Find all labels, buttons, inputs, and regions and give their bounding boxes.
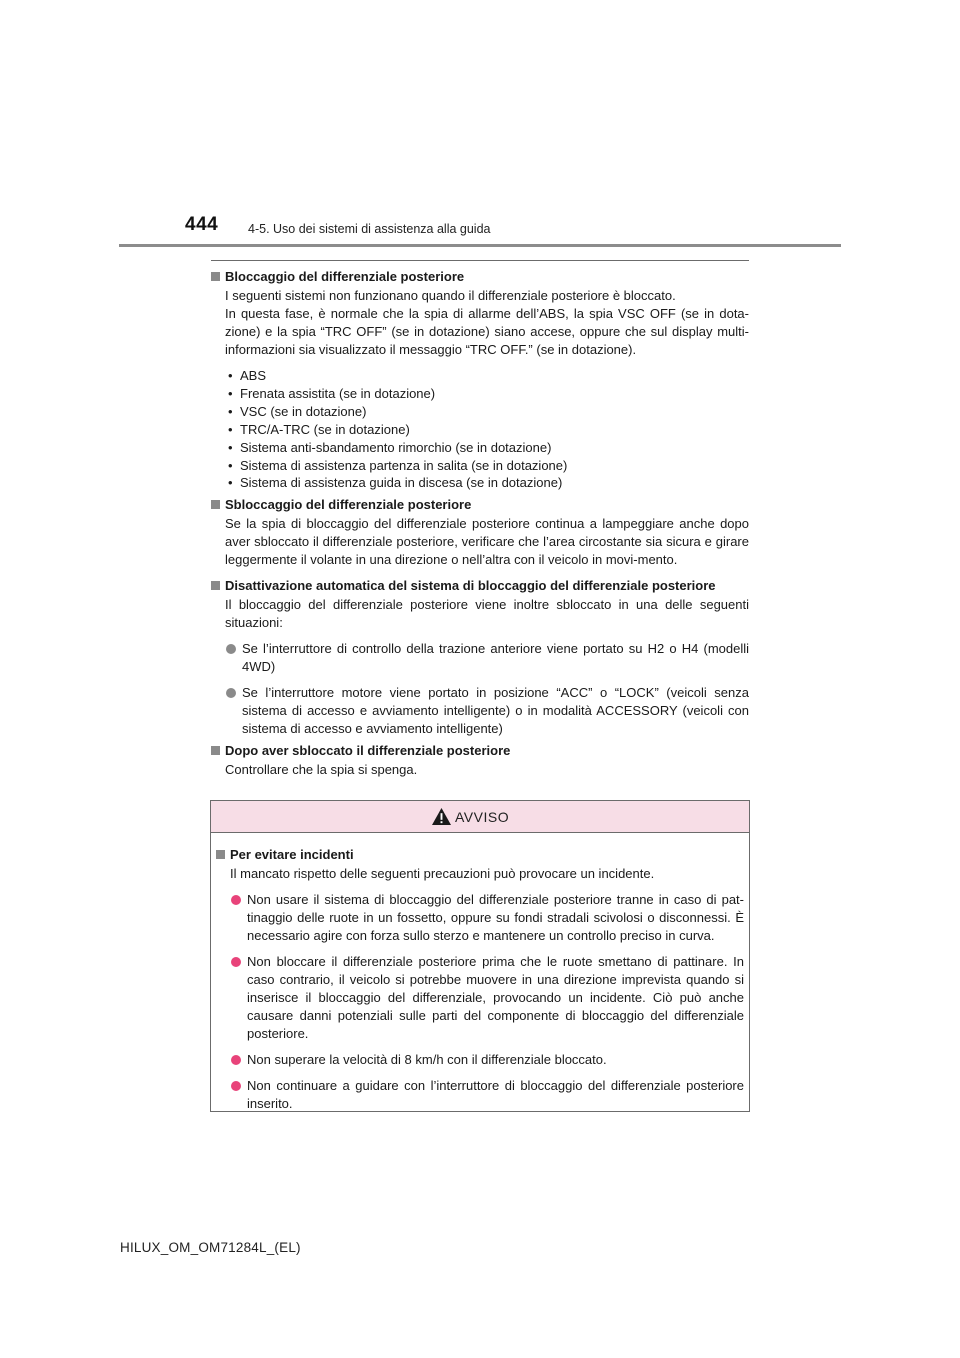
list-item: • TRC/A-TRC (se in dotazione) xyxy=(228,421,410,437)
list-item: Non usare il sistema di bloccaggio del differenziale posteriore tranne in caso di pat-tinaggio delle ruote in un fossetto, oppure su fondi stradali scivolosi o disconnessi. È necessario agire con forza sullo sterzo e mantenere un controllo preciso in curva. xyxy=(216,891,744,945)
list-item: • Sistema di assistenza partenza in salita (se in dotazione) xyxy=(228,457,568,473)
square-bullet-icon xyxy=(211,581,220,590)
section-heading: Sbloccaggio del differenziale posteriore xyxy=(211,496,749,514)
paragraph: Il mancato rispetto delle seguenti precauzioni può provocare un incidente. xyxy=(230,866,655,881)
list-item: • ABS xyxy=(228,368,267,383)
header-divider xyxy=(119,244,841,247)
warning-body xyxy=(211,833,749,1113)
section-title: 4-5. Uso dei sistemi di assistenza alla guida xyxy=(248,222,491,236)
warning-header xyxy=(211,801,749,833)
circle-bullet-icon xyxy=(226,644,236,654)
warning-triangle-icon xyxy=(431,807,452,826)
list-item: Non continuare a guidare con l’interruttore di bloccaggio del differenziale posteriore inserito. xyxy=(216,1077,744,1113)
square-bullet-icon xyxy=(216,850,225,859)
list-item: Se l’interruttore motore viene portato in posizione “ACC” o “LOCK” (veicoli senza sistema di accesso e avviamento intelligente) o in modalità ACCESSORY (veicoli con sistema di accesso e avviamento intelligente) xyxy=(211,684,749,738)
list-item: • Sistema di assistenza guida in discesa (se in dotazione) xyxy=(228,475,563,491)
paragraph: Il bloccaggio del differenziale posteriore viene inoltre sbloccato in una delle seguenti situazioni: xyxy=(225,597,749,631)
list-item: Non superare la velocità di 8 km/h con il differenziale bloccato. xyxy=(216,1051,744,1069)
paragraph: In questa fase, è normale che la spia di allarme dell’ABS, la spia VSC OFF (se in dota-zione) e la spia “TRC OFF” (se in dotazione) siano accese, oppure che sul display multi-informazioni sia visualizzato il messaggio “TRC OFF.” (se in dotazione). xyxy=(225,306,749,357)
section-heading: Disattivazione automatica del sistema di bloccaggio del differenziale posteriore xyxy=(211,577,749,595)
content-divider xyxy=(211,260,749,261)
circle-bullet-icon xyxy=(231,1055,241,1065)
list-item: • VSC (se in dotazione) xyxy=(228,403,367,419)
square-bullet-icon xyxy=(211,500,220,509)
document-code: HILUX_OM_OM71284L_(EL) xyxy=(120,1240,301,1255)
main-content xyxy=(211,268,749,779)
warning-box xyxy=(210,800,750,1112)
warning-heading: Per evitare incidenti xyxy=(216,846,744,864)
bullet-list xyxy=(211,367,749,492)
section-heading: Dopo aver sbloccato il differenziale posteriore xyxy=(211,742,749,760)
list-item: • Frenata assistita (se in dotazione) xyxy=(228,385,436,401)
section-heading: Bloccaggio del differenziale posteriore xyxy=(211,268,749,286)
list-item: • Sistema anti-sbandamento rimorchio (se in dotazione) xyxy=(228,439,552,455)
paragraph: Controllare che la spia si spenga. xyxy=(225,762,418,778)
circle-bullet-icon xyxy=(226,688,236,698)
circle-bullet-icon xyxy=(231,895,241,905)
list-item: Non bloccare il differenziale posteriore prima che le ruote smettano di pattinare. In caso contrario, il veicolo si potrebbe muovere in una direzione imprevista quando si inserisce il bloccaggio del differenziale, provocando un incidente. Ciò può anche causare danni potenziali sulle parti del componente di bloccaggio del differenziale posteriore. xyxy=(216,953,744,1043)
square-bullet-icon xyxy=(211,746,220,755)
square-bullet-icon xyxy=(211,272,220,281)
warning-title: AVVISO xyxy=(455,809,510,825)
page-number: 444 xyxy=(185,214,219,235)
circle-bullet-icon xyxy=(231,957,241,967)
paragraph: Se la spia di bloccaggio del differenziale posteriore continua a lampeggiare anche dopo aver sbloccato il differenziale posteriore, verificare che l’area circostante sia sicura e girare leggermente il volante in una direzione o nell’altra con il veicolo in movi-mento. xyxy=(225,516,749,568)
circle-bullet-icon xyxy=(231,1081,241,1091)
paragraph: I seguenti sistemi non funzionano quando il differenziale posteriore è bloccato. xyxy=(225,288,676,303)
list-item: Se l’interruttore di controllo della trazione anteriore viene portato su H2 o H4 (modelli 4WD) xyxy=(211,640,749,676)
